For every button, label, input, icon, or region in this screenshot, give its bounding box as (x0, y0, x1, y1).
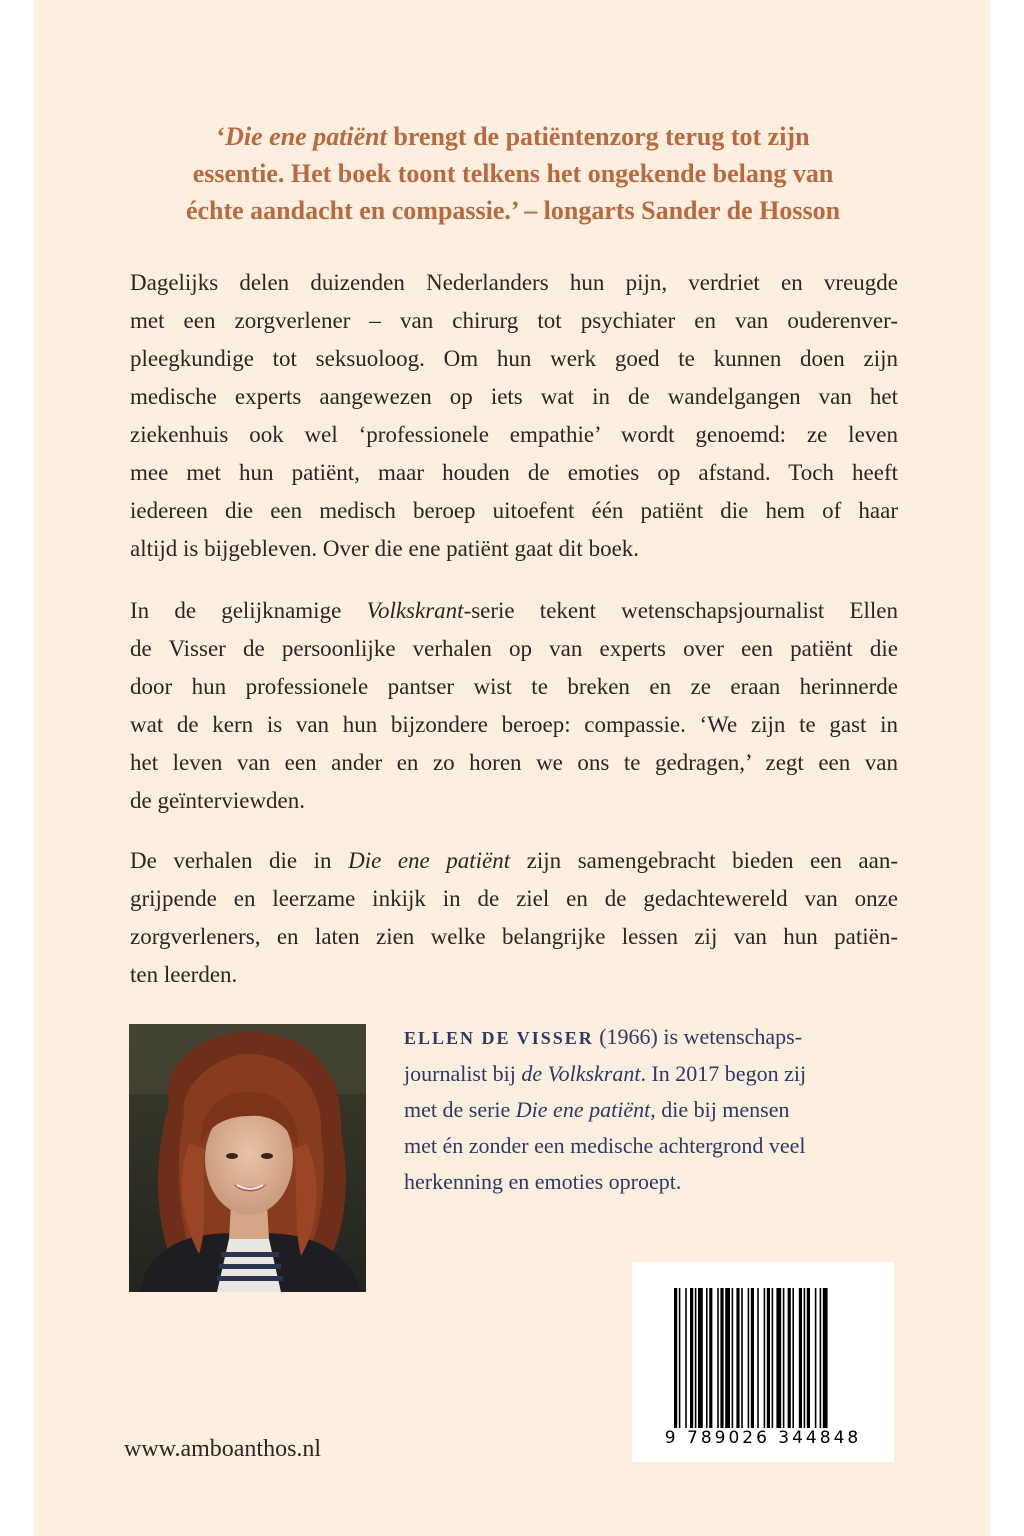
barcode-bar (690, 1288, 693, 1428)
p1-line: mee met hun patiënt, maar houden de emoties op afstand. Toch heeft (130, 460, 898, 485)
author-bio-text: met én zonder een medische achtergrond veel (404, 1133, 806, 1158)
barcode-bar (725, 1288, 730, 1428)
p2-line (130, 592, 898, 630)
barcode-bar (815, 1288, 817, 1428)
author-name: ELLEN DE VISSER (404, 1028, 594, 1048)
p2-line: de Visser de persoonlijke verhalen op van experts over een patiënt die (130, 636, 898, 661)
author-bio-text: journalist bij (404, 1061, 522, 1086)
barcode-bar (741, 1288, 743, 1428)
barcode-bar (679, 1288, 681, 1428)
open-quote-mark: ‘ (216, 122, 226, 151)
barcode-bar (776, 1288, 781, 1428)
p1-line: ziekenhuis ook wel ‘professionele empathie’ wordt genoemd: ze leven (130, 422, 898, 447)
author-bio-text: herkenning en emoties oproept. (404, 1169, 682, 1194)
barcode-bar (823, 1288, 828, 1428)
p3-line: ten leerden. (130, 962, 238, 987)
book-title: Die ene patiënt (515, 1097, 651, 1122)
p3-line (130, 842, 898, 880)
barcode-bar (820, 1288, 822, 1428)
barcode-bar (772, 1288, 774, 1428)
p2-line: het leven van een ander en zo horen we ons te gedragen,’ zegt een van (130, 750, 898, 775)
p2-text: In de gelijknamige (130, 598, 367, 623)
blurb-quote (128, 118, 898, 229)
author-bio-text: (1966) is wetenschaps- (593, 1024, 803, 1049)
p1-line: medische experts aangewezen op iets wat in de wandelgangen van het (130, 384, 898, 409)
barcode-bar (792, 1288, 794, 1428)
p3-line: zorgverleners, en laten zien welke belangrijke lessen zij van hun patiën- (130, 924, 898, 949)
book-title: Die ene patiënt (348, 848, 511, 873)
p1-line: iedereen die een medisch beroep uitoefent één patiënt die hem of haar (130, 498, 898, 523)
barcode-bar (685, 1288, 687, 1428)
publisher-website[interactable]: www.amboanthos.nl (124, 1436, 322, 1462)
barcode-bar (807, 1288, 810, 1428)
barcode-bar (788, 1288, 791, 1428)
barcode-bar (748, 1288, 750, 1428)
p1-line: met een zorgverlener – van chirurg tot psychiater en van ouderenver- (130, 308, 898, 333)
author-photo (129, 1024, 366, 1292)
description-paragraph-1 (130, 264, 898, 568)
barcode-bar (695, 1288, 697, 1428)
author-bio (404, 1019, 898, 1200)
barcode-bar (767, 1288, 770, 1428)
p2-line: door hun professionele pantser wist te breken en ze eraan herinnerde (130, 674, 898, 699)
barcode-bar (717, 1288, 719, 1428)
p3-text: zijn samengebracht bieden een aan- (510, 848, 898, 873)
p2-line: wat de kern is van hun bijzondere beroep: compassie. ‘We zijn te gast in (130, 712, 898, 737)
p2-line: de geïnterviewden. (130, 788, 305, 813)
quote-line-2: essentie. Het boek toont telkens het ongekende belang van (192, 159, 834, 188)
barcode-bar (698, 1288, 703, 1428)
newspaper-title: de Volkskrant (521, 1061, 641, 1086)
author-bio-text: , die bij mensen (650, 1097, 790, 1122)
quote-line-1 (216, 122, 809, 151)
barcode-bar (757, 1288, 759, 1428)
quote-line-3: échte aandacht en compassie.’ – longarts Sander de Hosson (185, 196, 841, 225)
quote-book-title: Die ene patiënt (225, 122, 387, 151)
barcode-bar (804, 1288, 806, 1428)
p3-text: De verhalen die in (130, 848, 349, 873)
author-bio-text: . In 2017 begon zij (640, 1061, 807, 1086)
author-bio-text: met de serie (404, 1097, 516, 1122)
barcode-bar (799, 1288, 802, 1428)
barcode-bar (732, 1288, 734, 1428)
newspaper-title: Volkskrant (366, 598, 464, 623)
barcode-bar (783, 1288, 785, 1428)
description-paragraph-3 (130, 842, 898, 994)
barcode-bar (736, 1288, 739, 1428)
barcode-bar (709, 1288, 712, 1428)
barcode-bar (674, 1288, 677, 1428)
p1-line: pleegkundige tot seksuoloog. Om hun werk goed te kunnen doen zijn (130, 346, 898, 371)
p3-line: grijpende en leerzame inkijk in de ziel en de gedachtewereld van onze (130, 886, 898, 911)
barcode-bar (706, 1288, 708, 1428)
barcode-bar (751, 1288, 754, 1428)
barcode-bar (764, 1288, 766, 1428)
p2-text: -serie tekent wetenschapsjournalist Ellen (463, 598, 898, 623)
isbn-number: 9 789026 344848 (664, 1428, 862, 1448)
barcode-bar (720, 1288, 723, 1428)
description-paragraph-2 (130, 592, 898, 820)
quote-line-1-rest: brengt de patiëntenzorg terug tot zijn (386, 122, 810, 151)
p1-line: altijd is bijgebleven. Over die ene patiënt gaat dit boek. (130, 536, 640, 561)
p1-line: Dagelijks delen duizenden Nederlanders hun pijn, verdriet en vreugde (130, 270, 898, 295)
